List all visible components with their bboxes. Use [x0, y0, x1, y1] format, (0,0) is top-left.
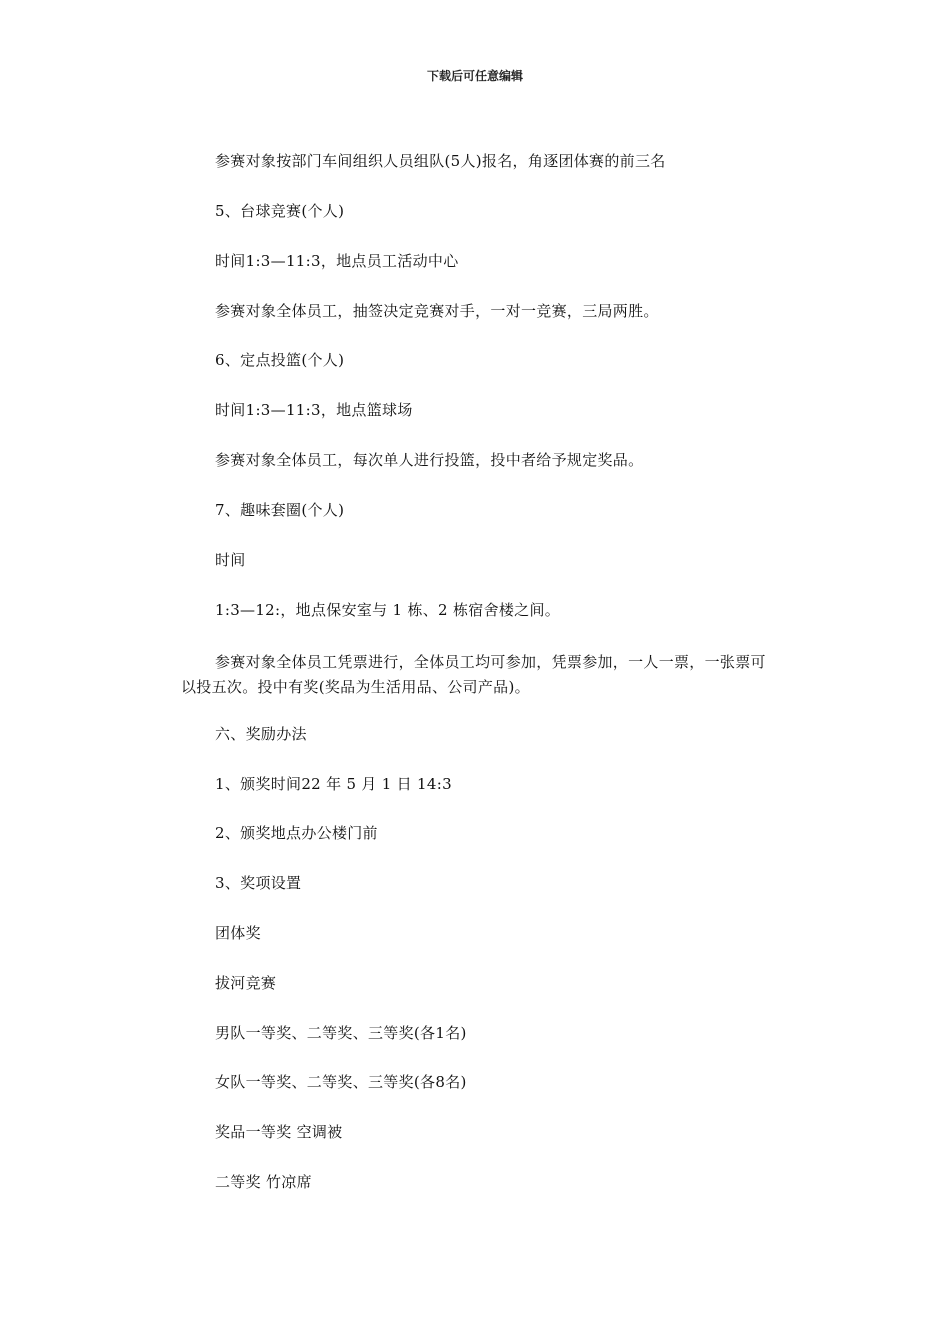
text-line: 女队一等奖、二等奖、三等奖(各8名) — [215, 1073, 467, 1091]
text-paragraph: 参赛对象全体员工凭票进行，全体员工均可参加，凭票参加，一人一票，一张票可以投五次。投中有奖(奖品为生活用品、公司产品)。 — [181, 653, 766, 696]
text-line: 参赛对象全体员工，抽签决定竞赛对手，一对一竞赛，三局两胜。 — [215, 302, 659, 320]
text-line: 1、颁奖时间22 年 5 月 1 日 14:3 — [215, 775, 452, 793]
section-heading: 5、台球竞赛(个人) — [215, 202, 345, 220]
text-line: 1:3—12:，地点保安室与 1 栋、2 栋宿舍楼之间。 — [215, 601, 561, 619]
text-line: 时间 — [215, 551, 246, 569]
text-line: 团体奖 — [215, 924, 261, 942]
text-line: 男队一等奖、二等奖、三等奖(各1名) — [215, 1024, 467, 1042]
section-heading: 6、定点投篮(个人) — [215, 351, 345, 369]
text-line: 二等奖 竹凉席 — [215, 1173, 312, 1191]
section-heading: 六、奖励办法 — [215, 725, 307, 743]
text-line: 时间1:3—11:3，地点篮球场 — [215, 401, 413, 419]
text-line: 时间1:3—11:3，地点员工活动中心 — [215, 252, 459, 270]
text-line: 3、奖项设置 — [215, 874, 302, 892]
text-line: 参赛对象全体员工，每次单人进行投篮，投中者给予规定奖品。 — [215, 451, 644, 469]
section-heading: 7、趣味套圈(个人) — [215, 501, 345, 519]
page-header: 下载后可任意编辑 — [426, 69, 523, 83]
text-line: 参赛对象按部门车间组织人员组队(5人)报名，角逐团体赛的前三名 — [215, 152, 666, 170]
text-line: 奖品一等奖 空调被 — [215, 1123, 343, 1141]
text-line: 拔河竞赛 — [215, 974, 277, 992]
text-line: 2、颁奖地点办公楼门前 — [215, 824, 378, 842]
